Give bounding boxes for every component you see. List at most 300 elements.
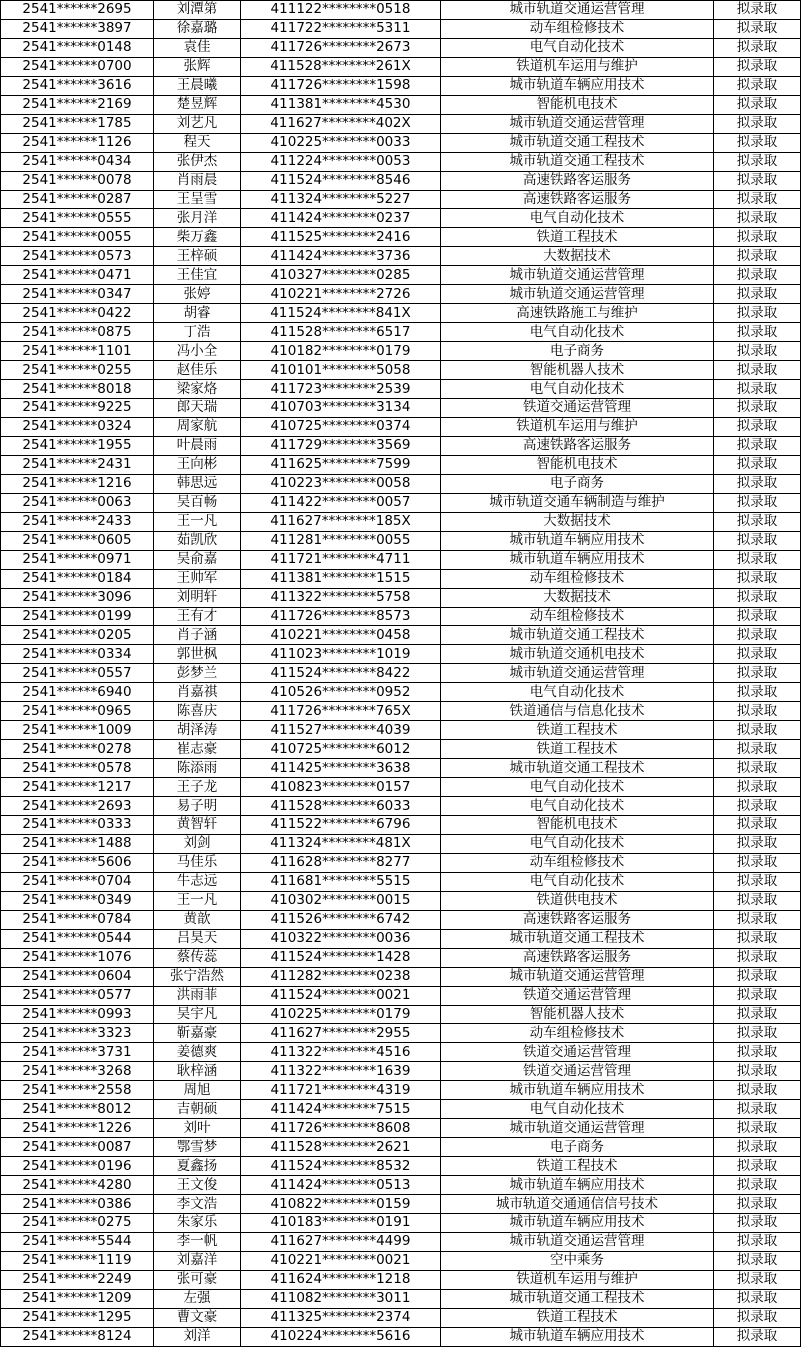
exam-number-cell: 2541******0875 — [1, 323, 154, 342]
major-cell: 铁道工程技术 — [441, 1157, 714, 1176]
status-cell: 拟录取 — [714, 76, 801, 95]
status-cell: 拟录取 — [714, 1119, 801, 1138]
major-cell: 城市轨道车辆应用技术 — [441, 76, 714, 95]
major-cell: 铁道工程技术 — [441, 740, 714, 759]
name-cell: 耿梓涵 — [154, 1062, 241, 1081]
id-number-cell: 411526********6742 — [241, 910, 441, 929]
status-cell: 拟录取 — [714, 19, 801, 38]
name-cell: 吕昊天 — [154, 929, 241, 948]
name-cell: 张月洋 — [154, 209, 241, 228]
id-number-cell: 411721********4319 — [241, 1081, 441, 1100]
exam-number-cell: 2541******0434 — [1, 152, 154, 171]
status-cell: 拟录取 — [714, 1081, 801, 1100]
table-row — [1, 759, 801, 778]
exam-number-cell: 2541******0287 — [1, 190, 154, 209]
status-cell: 拟录取 — [714, 1289, 801, 1308]
major-cell: 智能机电技术 — [441, 95, 714, 114]
major-cell: 城市轨道交通工程技术 — [441, 152, 714, 171]
status-cell: 拟录取 — [714, 380, 801, 399]
exam-number-cell: 2541******0422 — [1, 304, 154, 323]
major-cell: 智能机电技术 — [441, 815, 714, 834]
major-cell: 城市轨道车辆应用技术 — [441, 1176, 714, 1195]
id-number-cell: 411681********5515 — [241, 872, 441, 891]
name-cell: 冯小全 — [154, 342, 241, 361]
id-number-cell: 410703********3134 — [241, 399, 441, 418]
exam-number-cell: 2541******0055 — [1, 228, 154, 247]
status-cell: 拟录取 — [714, 759, 801, 778]
id-number-cell: 411324********481X — [241, 834, 441, 853]
name-cell: 刘艺凡 — [154, 114, 241, 133]
table-row — [1, 361, 801, 380]
exam-number-cell: 2541******2558 — [1, 1081, 154, 1100]
name-cell: 王梓硕 — [154, 247, 241, 266]
table-row — [1, 626, 801, 645]
status-cell: 拟录取 — [714, 190, 801, 209]
table-row — [1, 1138, 801, 1157]
major-cell: 城市轨道车辆应用技术 — [441, 1327, 714, 1346]
name-cell: 胡睿 — [154, 304, 241, 323]
table-row — [1, 1327, 801, 1346]
table-row — [1, 247, 801, 266]
exam-number-cell: 2541******0255 — [1, 361, 154, 380]
status-cell: 拟录取 — [714, 493, 801, 512]
table-row — [1, 834, 801, 853]
table-row — [1, 152, 801, 171]
major-cell: 城市轨道交通运营管理 — [441, 967, 714, 986]
exam-number-cell: 2541******4280 — [1, 1176, 154, 1195]
status-cell: 拟录取 — [714, 986, 801, 1005]
exam-number-cell: 2541******1488 — [1, 834, 154, 853]
exam-number-cell: 2541******8124 — [1, 1327, 154, 1346]
major-cell: 城市轨道交通机电技术 — [441, 645, 714, 664]
name-cell: 朱家乐 — [154, 1214, 241, 1233]
status-cell: 拟录取 — [714, 1043, 801, 1062]
name-cell: 陈喜庆 — [154, 702, 241, 721]
name-cell: 胡泽涛 — [154, 721, 241, 740]
table-row — [1, 1176, 801, 1195]
name-cell: 周家航 — [154, 417, 241, 436]
exam-number-cell: 2541******2695 — [1, 1, 154, 20]
id-number-cell: 411322********5758 — [241, 588, 441, 607]
id-number-cell: 410225********0033 — [241, 133, 441, 152]
name-cell: 茹凯欣 — [154, 531, 241, 550]
name-cell: 靳嘉豪 — [154, 1024, 241, 1043]
table-row — [1, 190, 801, 209]
major-cell: 电气自动化技术 — [441, 683, 714, 702]
major-cell: 高速铁路客运服务 — [441, 910, 714, 929]
id-number-cell: 411322********4516 — [241, 1043, 441, 1062]
id-number-cell: 410221********2726 — [241, 285, 441, 304]
id-number-cell: 411628********8277 — [241, 853, 441, 872]
exam-number-cell: 2541******2249 — [1, 1270, 154, 1289]
status-cell: 拟录取 — [714, 152, 801, 171]
name-cell: 周旭 — [154, 1081, 241, 1100]
name-cell: 丁浩 — [154, 323, 241, 342]
id-number-cell: 411721********4711 — [241, 550, 441, 569]
id-number-cell: 411627********402X — [241, 114, 441, 133]
table-row — [1, 57, 801, 76]
id-number-cell: 411627********185X — [241, 512, 441, 531]
major-cell: 城市轨道交通工程技术 — [441, 1289, 714, 1308]
major-cell: 铁道机车运用与维护 — [441, 57, 714, 76]
exam-number-cell: 2541******0386 — [1, 1195, 154, 1214]
id-number-cell: 411722********5311 — [241, 19, 441, 38]
id-number-cell: 411625********7599 — [241, 455, 441, 474]
major-cell: 城市轨道交通运营管理 — [441, 266, 714, 285]
table-row — [1, 872, 801, 891]
name-cell: 王文俊 — [154, 1176, 241, 1195]
name-cell: 韩思远 — [154, 474, 241, 493]
status-cell: 拟录取 — [714, 1251, 801, 1270]
id-number-cell: 411524********841X — [241, 304, 441, 323]
exam-number-cell: 2541******6940 — [1, 683, 154, 702]
table-row — [1, 740, 801, 759]
id-number-cell: 411281********0055 — [241, 531, 441, 550]
table-row — [1, 380, 801, 399]
id-number-cell: 410224********5616 — [241, 1327, 441, 1346]
id-number-cell: 411023********1019 — [241, 645, 441, 664]
name-cell: 王子龙 — [154, 778, 241, 797]
table-row — [1, 1214, 801, 1233]
id-number-cell: 411524********1428 — [241, 948, 441, 967]
major-cell: 铁道通信与信息化技术 — [441, 702, 714, 721]
status-cell: 拟录取 — [714, 569, 801, 588]
table-row — [1, 323, 801, 342]
name-cell: 蔡传蕊 — [154, 948, 241, 967]
exam-number-cell: 2541******1226 — [1, 1119, 154, 1138]
exam-number-cell: 2541******1119 — [1, 1251, 154, 1270]
exam-number-cell: 2541******0993 — [1, 1005, 154, 1024]
table-row — [1, 1232, 801, 1251]
id-number-cell: 411627********4499 — [241, 1232, 441, 1251]
exam-number-cell: 2541******0347 — [1, 285, 154, 304]
status-cell: 拟录取 — [714, 550, 801, 569]
table-row — [1, 455, 801, 474]
table-row — [1, 171, 801, 190]
exam-number-cell: 2541******0471 — [1, 266, 154, 285]
name-cell: 洪雨菲 — [154, 986, 241, 1005]
table-row — [1, 778, 801, 797]
name-cell: 赵佳乐 — [154, 361, 241, 380]
table-row — [1, 1081, 801, 1100]
id-number-cell: 411524********0021 — [241, 986, 441, 1005]
major-cell: 空中乘务 — [441, 1251, 714, 1270]
status-cell: 拟录取 — [714, 1214, 801, 1233]
table-row — [1, 1062, 801, 1081]
major-cell: 城市轨道交通工程技术 — [441, 133, 714, 152]
status-cell: 拟录取 — [714, 778, 801, 797]
table-row — [1, 76, 801, 95]
status-cell: 拟录取 — [714, 228, 801, 247]
status-cell: 拟录取 — [714, 1270, 801, 1289]
table-row — [1, 266, 801, 285]
status-cell: 拟录取 — [714, 114, 801, 133]
table-row — [1, 399, 801, 418]
table-row — [1, 588, 801, 607]
major-cell: 动车组检修技术 — [441, 853, 714, 872]
exam-number-cell: 2541******0971 — [1, 550, 154, 569]
name-cell: 刘潭第 — [154, 1, 241, 20]
name-cell: 吴百畅 — [154, 493, 241, 512]
table-row — [1, 228, 801, 247]
name-cell: 王有才 — [154, 607, 241, 626]
status-cell: 拟录取 — [714, 815, 801, 834]
id-number-cell: 411726********1598 — [241, 76, 441, 95]
major-cell: 城市轨道交通工程技术 — [441, 929, 714, 948]
status-cell: 拟录取 — [714, 702, 801, 721]
status-cell: 拟录取 — [714, 323, 801, 342]
major-cell: 电气自动化技术 — [441, 323, 714, 342]
status-cell: 拟录取 — [714, 929, 801, 948]
table-row — [1, 1, 801, 20]
exam-number-cell: 2541******2169 — [1, 95, 154, 114]
status-cell: 拟录取 — [714, 853, 801, 872]
status-cell: 拟录取 — [714, 38, 801, 57]
status-cell: 拟录取 — [714, 436, 801, 455]
exam-number-cell: 2541******0544 — [1, 929, 154, 948]
major-cell: 动车组检修技术 — [441, 19, 714, 38]
name-cell: 袁佳 — [154, 38, 241, 57]
table-row — [1, 512, 801, 531]
name-cell: 肖嘉祺 — [154, 683, 241, 702]
name-cell: 吴宇凡 — [154, 1005, 241, 1024]
name-cell: 李文浩 — [154, 1195, 241, 1214]
exam-number-cell: 2541******9225 — [1, 399, 154, 418]
status-cell: 拟录取 — [714, 133, 801, 152]
status-cell: 拟录取 — [714, 645, 801, 664]
status-cell: 拟录取 — [714, 797, 801, 816]
id-number-cell: 410302********0015 — [241, 891, 441, 910]
table-row — [1, 114, 801, 133]
status-cell: 拟录取 — [714, 588, 801, 607]
status-cell: 拟录取 — [714, 683, 801, 702]
major-cell: 城市轨道交通通信信号技术 — [441, 1195, 714, 1214]
major-cell: 铁道交通运营管理 — [441, 1062, 714, 1081]
table-row — [1, 569, 801, 588]
table-row — [1, 417, 801, 436]
name-cell: 张辉 — [154, 57, 241, 76]
table-row — [1, 1024, 801, 1043]
table-row — [1, 948, 801, 967]
name-cell: 刘叶 — [154, 1119, 241, 1138]
exam-number-cell: 2541******0965 — [1, 702, 154, 721]
table-row — [1, 853, 801, 872]
exam-number-cell: 2541******3731 — [1, 1043, 154, 1062]
exam-number-cell: 2541******0700 — [1, 57, 154, 76]
exam-number-cell: 2541******1076 — [1, 948, 154, 967]
exam-number-cell: 2541******0573 — [1, 247, 154, 266]
exam-number-cell: 2541******2431 — [1, 455, 154, 474]
exam-number-cell: 2541******0334 — [1, 645, 154, 664]
table-row — [1, 1289, 801, 1308]
exam-number-cell: 2541******3323 — [1, 1024, 154, 1043]
exam-number-cell: 2541******5544 — [1, 1232, 154, 1251]
name-cell: 鄂雪梦 — [154, 1138, 241, 1157]
major-cell: 电气自动化技术 — [441, 797, 714, 816]
table-row — [1, 550, 801, 569]
exam-number-cell: 2541******0784 — [1, 910, 154, 929]
status-cell: 拟录取 — [714, 209, 801, 228]
name-cell: 张可豪 — [154, 1270, 241, 1289]
status-cell: 拟录取 — [714, 740, 801, 759]
major-cell: 城市轨道交通运营管理 — [441, 285, 714, 304]
id-number-cell: 411324********5227 — [241, 190, 441, 209]
major-cell: 城市轨道车辆应用技术 — [441, 1081, 714, 1100]
major-cell: 铁道交通运营管理 — [441, 1043, 714, 1062]
id-number-cell: 410223********0058 — [241, 474, 441, 493]
major-cell: 电气自动化技术 — [441, 380, 714, 399]
major-cell: 高速铁路客运服务 — [441, 436, 714, 455]
table-row — [1, 285, 801, 304]
id-number-cell: 411425********3638 — [241, 759, 441, 778]
id-number-cell: 411723********2539 — [241, 380, 441, 399]
status-cell: 拟录取 — [714, 1062, 801, 1081]
status-cell: 拟录取 — [714, 948, 801, 967]
exam-number-cell: 2541******3897 — [1, 19, 154, 38]
status-cell: 拟录取 — [714, 417, 801, 436]
exam-number-cell: 2541******0324 — [1, 417, 154, 436]
major-cell: 大数据技术 — [441, 588, 714, 607]
name-cell: 王佳宜 — [154, 266, 241, 285]
name-cell: 肖雨晨 — [154, 171, 241, 190]
table-row — [1, 607, 801, 626]
name-cell: 曹文豪 — [154, 1308, 241, 1327]
status-cell: 拟录取 — [714, 474, 801, 493]
exam-number-cell: 2541******1295 — [1, 1308, 154, 1327]
exam-number-cell: 2541******0196 — [1, 1157, 154, 1176]
id-number-cell: 411528********6517 — [241, 323, 441, 342]
major-cell: 大数据技术 — [441, 512, 714, 531]
table-row — [1, 474, 801, 493]
major-cell: 电气自动化技术 — [441, 1100, 714, 1119]
table-row — [1, 702, 801, 721]
exam-number-cell: 2541******0704 — [1, 872, 154, 891]
name-cell: 陈添雨 — [154, 759, 241, 778]
major-cell: 动车组检修技术 — [441, 1024, 714, 1043]
major-cell: 动车组检修技术 — [441, 569, 714, 588]
name-cell: 王一凡 — [154, 891, 241, 910]
id-number-cell: 411624********1218 — [241, 1270, 441, 1289]
table-row — [1, 436, 801, 455]
name-cell: 崔志豪 — [154, 740, 241, 759]
major-cell: 城市轨道交通车辆制造与维护 — [441, 493, 714, 512]
id-number-cell: 411528********2621 — [241, 1138, 441, 1157]
table-row — [1, 342, 801, 361]
id-number-cell: 411282********0238 — [241, 967, 441, 986]
id-number-cell: 411322********1639 — [241, 1062, 441, 1081]
major-cell: 城市轨道车辆应用技术 — [441, 1214, 714, 1233]
status-cell: 拟录取 — [714, 872, 801, 891]
id-number-cell: 410725********6012 — [241, 740, 441, 759]
exam-number-cell: 2541******3096 — [1, 588, 154, 607]
exam-number-cell: 2541******0555 — [1, 209, 154, 228]
exam-number-cell: 2541******1126 — [1, 133, 154, 152]
name-cell: 吴俞嘉 — [154, 550, 241, 569]
status-cell: 拟录取 — [714, 1100, 801, 1119]
table-row — [1, 1157, 801, 1176]
table-row — [1, 19, 801, 38]
name-cell: 刘明轩 — [154, 588, 241, 607]
id-number-cell: 410101********5058 — [241, 361, 441, 380]
table-row — [1, 1251, 801, 1270]
status-cell: 拟录取 — [714, 891, 801, 910]
id-number-cell: 411627********2955 — [241, 1024, 441, 1043]
exam-number-cell: 2541******0087 — [1, 1138, 154, 1157]
status-cell: 拟录取 — [714, 171, 801, 190]
id-number-cell: 410823********0157 — [241, 778, 441, 797]
status-cell: 拟录取 — [714, 607, 801, 626]
major-cell: 铁道交通运营管理 — [441, 986, 714, 1005]
major-cell: 电子商务 — [441, 474, 714, 493]
name-cell: 王向彬 — [154, 455, 241, 474]
exam-number-cell: 2541******0275 — [1, 1214, 154, 1233]
exam-number-cell: 2541******0078 — [1, 171, 154, 190]
name-cell: 姜德爽 — [154, 1043, 241, 1062]
table-row — [1, 891, 801, 910]
id-number-cell: 411325********2374 — [241, 1308, 441, 1327]
table-row — [1, 815, 801, 834]
table-row — [1, 493, 801, 512]
exam-number-cell: 2541******1216 — [1, 474, 154, 493]
name-cell: 楚昱辉 — [154, 95, 241, 114]
name-cell: 李一帆 — [154, 1232, 241, 1251]
exam-number-cell: 2541******8012 — [1, 1100, 154, 1119]
id-number-cell: 411525********2416 — [241, 228, 441, 247]
table-row — [1, 38, 801, 57]
table-row — [1, 1005, 801, 1024]
id-number-cell: 411424********0513 — [241, 1176, 441, 1195]
major-cell: 高速铁路客运服务 — [441, 948, 714, 967]
id-number-cell: 411082********3011 — [241, 1289, 441, 1308]
major-cell: 电气自动化技术 — [441, 778, 714, 797]
id-number-cell: 411726********8573 — [241, 607, 441, 626]
status-cell: 拟录取 — [714, 1, 801, 20]
table-row — [1, 797, 801, 816]
major-cell: 城市轨道交通工程技术 — [441, 759, 714, 778]
major-cell: 铁道工程技术 — [441, 1308, 714, 1327]
id-number-cell: 411524********8546 — [241, 171, 441, 190]
status-cell: 拟录取 — [714, 304, 801, 323]
name-cell: 郭世枫 — [154, 645, 241, 664]
name-cell: 郎天瑞 — [154, 399, 241, 418]
name-cell: 王晨曦 — [154, 76, 241, 95]
name-cell: 刘剑 — [154, 834, 241, 853]
major-cell: 智能机电技术 — [441, 455, 714, 474]
table-row — [1, 986, 801, 1005]
exam-number-cell: 2541******1955 — [1, 436, 154, 455]
major-cell: 电子商务 — [441, 342, 714, 361]
major-cell: 动车组检修技术 — [441, 607, 714, 626]
exam-number-cell: 2541******1009 — [1, 721, 154, 740]
name-cell: 左强 — [154, 1289, 241, 1308]
id-number-cell: 411122********0518 — [241, 1, 441, 20]
major-cell: 智能机器人技术 — [441, 1005, 714, 1024]
id-number-cell: 411424********7515 — [241, 1100, 441, 1119]
exam-number-cell: 2541******0063 — [1, 493, 154, 512]
table-row — [1, 683, 801, 702]
name-cell: 马佳乐 — [154, 853, 241, 872]
status-cell: 拟录取 — [714, 531, 801, 550]
exam-number-cell: 2541******0349 — [1, 891, 154, 910]
status-cell: 拟录取 — [714, 967, 801, 986]
name-cell: 王帅军 — [154, 569, 241, 588]
table-row — [1, 133, 801, 152]
status-cell: 拟录取 — [714, 910, 801, 929]
status-cell: 拟录取 — [714, 285, 801, 304]
id-number-cell: 411381********4530 — [241, 95, 441, 114]
name-cell: 柴万鑫 — [154, 228, 241, 247]
status-cell: 拟录取 — [714, 1024, 801, 1043]
